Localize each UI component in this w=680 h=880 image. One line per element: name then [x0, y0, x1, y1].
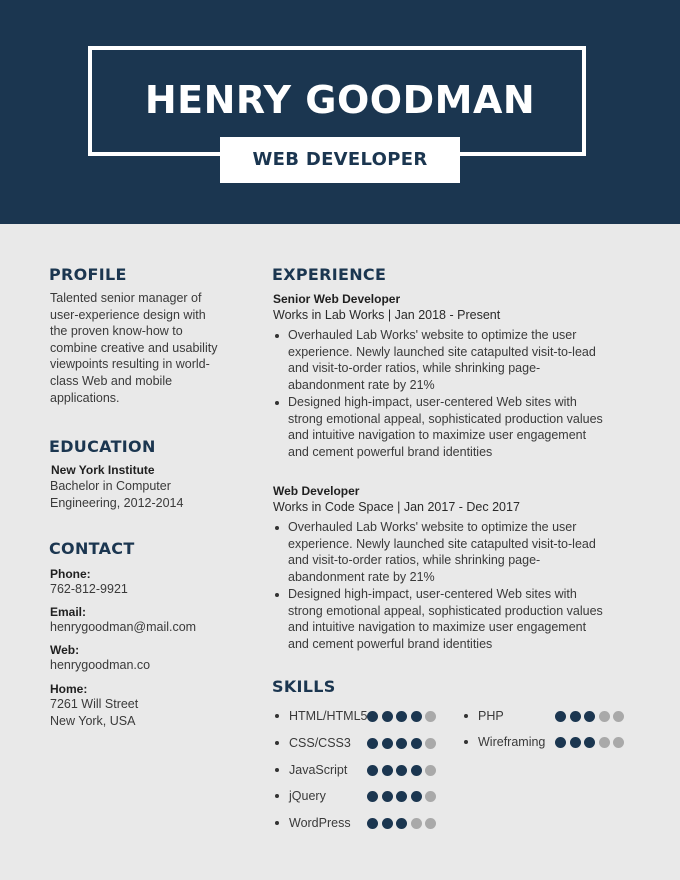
web-label: Web:	[50, 643, 80, 657]
skill-name: HTML/HTML5	[289, 709, 368, 723]
rating-dot-empty-icon	[613, 737, 624, 748]
bullet-dot-icon	[275, 768, 279, 772]
rating-dot-filled-icon	[382, 711, 393, 722]
rating-dot-filled-icon	[382, 738, 393, 749]
candidate-name: HENRY GOODMAN	[144, 78, 536, 122]
rating-dot-filled-icon	[570, 737, 581, 748]
bullet-dot-icon	[275, 714, 279, 718]
bullet-dot-icon	[464, 740, 468, 744]
skill-name: CSS/CSS3	[289, 736, 351, 750]
job-2-title: Web Developer	[273, 484, 360, 498]
web-value: henrygoodman.co	[50, 658, 151, 672]
bullet-line: abandonment rate by 21%	[288, 570, 435, 585]
bullet-line: and intuitive navigation to maximize user engagement	[288, 620, 587, 635]
bullet-line: and cement powerful brand identities	[288, 444, 493, 459]
bullet-line: and cement powerful brand identities	[288, 636, 493, 651]
rating-dot-filled-icon	[584, 711, 595, 722]
bullet-line: and visit-to-order ratios, while shrinking page-	[288, 361, 541, 376]
education-heading: EDUCATION	[49, 437, 156, 456]
profile-line: viewpoints resulting in world-	[50, 357, 210, 372]
bullet-line: strong emotional appeal, sophisticated production values	[288, 603, 603, 618]
skill-item	[273, 708, 443, 724]
rating-dot-filled-icon	[411, 738, 422, 749]
bullet-item	[273, 586, 643, 653]
skill-name: WordPress	[289, 816, 351, 830]
bullet-line: strong emotional appeal, sophisticated production values	[288, 411, 603, 426]
bullet-line: and intuitive navigation to maximize user engagement	[288, 428, 587, 443]
education-degree-line: Engineering, 2012-2014	[50, 496, 184, 510]
bullet-dot-icon	[275, 526, 279, 530]
job-2-subtitle: Works in Code Space | Jan 2017 - Dec 2017	[273, 500, 520, 514]
bullet-item	[273, 394, 643, 461]
job-1-bullets	[273, 327, 643, 461]
rating-dot-empty-icon	[613, 711, 624, 722]
bullet-line: experience. Newly launched site catapulted visit-to-lead	[288, 536, 596, 551]
rating-dot-filled-icon	[411, 791, 422, 802]
rating-dot-filled-icon	[396, 738, 407, 749]
bullet-item	[273, 519, 643, 586]
skill-rating	[367, 765, 440, 776]
bullet-line: Overhauled Lab Works' website to optimize the user	[288, 520, 577, 534]
home-address-line: 7261 Will Street	[50, 697, 139, 711]
rating-dot-filled-icon	[367, 711, 378, 722]
rating-dot-filled-icon	[584, 737, 595, 748]
rating-dot-empty-icon	[425, 738, 436, 749]
skill-item	[273, 788, 443, 804]
rating-dot-filled-icon	[367, 765, 378, 776]
skill-name: JavaScript	[289, 763, 348, 777]
phone-label: Phone:	[50, 567, 91, 581]
skill-item	[462, 708, 637, 724]
skills-heading: SKILLS	[272, 677, 336, 696]
skill-name: Wireframing	[478, 735, 546, 749]
bullet-dot-icon	[275, 593, 279, 597]
skill-item	[273, 815, 443, 831]
rating-dot-filled-icon	[396, 818, 407, 829]
bullet-dot-icon	[275, 821, 279, 825]
email-label: Email:	[50, 605, 87, 619]
rating-dot-empty-icon	[425, 791, 436, 802]
rating-dot-filled-icon	[555, 737, 566, 748]
profile-line: applications.	[50, 390, 120, 405]
bullet-dot-icon	[275, 794, 279, 798]
bullet-dot-icon	[275, 401, 279, 405]
rating-dot-filled-icon	[367, 738, 378, 749]
rating-dot-empty-icon	[599, 737, 610, 748]
rating-dot-filled-icon	[367, 818, 378, 829]
rating-dot-filled-icon	[555, 711, 566, 722]
job-2-bullets	[273, 519, 643, 653]
rating-dot-filled-icon	[382, 765, 393, 776]
rating-dot-filled-icon	[570, 711, 581, 722]
bullet-line: Overhauled Lab Works' website to optimize the user	[288, 328, 577, 342]
home-label: Home:	[50, 682, 88, 696]
skill-rating	[555, 737, 628, 748]
profile-line: class Web and mobile	[50, 373, 173, 388]
bullet-item	[273, 327, 643, 394]
profile-heading: PROFILE	[49, 265, 127, 284]
bullet-line: Designed high-impact, user-centered Web sites with	[288, 394, 577, 409]
rating-dot-filled-icon	[411, 765, 422, 776]
education-school: New York Institute	[51, 463, 155, 477]
job-1-title: Senior Web Developer	[273, 292, 401, 306]
rating-dot-filled-icon	[367, 791, 378, 802]
skill-rating	[367, 711, 440, 722]
skill-name: PHP	[478, 709, 504, 723]
profile-text	[50, 290, 240, 406]
bullet-line: and visit-to-order ratios, while shrinking page-	[288, 553, 541, 568]
skill-rating	[367, 818, 440, 829]
rating-dot-empty-icon	[425, 818, 436, 829]
skill-rating	[367, 738, 440, 749]
bullet-line: experience. Newly launched site catapulted visit-to-lead	[288, 344, 596, 359]
rating-dot-filled-icon	[382, 818, 393, 829]
profile-line: user-experience design with	[50, 307, 206, 322]
skill-item	[273, 735, 443, 751]
phone-value: 762-812-9921	[50, 582, 128, 596]
rating-dot-filled-icon	[396, 791, 407, 802]
experience-heading: EXPERIENCE	[272, 265, 387, 284]
rating-dot-empty-icon	[599, 711, 610, 722]
contact-heading: CONTACT	[49, 539, 135, 558]
bullet-line: abandonment rate by 21%	[288, 378, 435, 393]
skill-item	[273, 762, 443, 778]
bullet-dot-icon	[464, 714, 468, 718]
profile-line: Talented senior manager of	[50, 291, 202, 305]
skill-rating	[555, 711, 628, 722]
profile-line: the proven know-how to	[50, 324, 183, 339]
home-address-line: New York, USA	[50, 714, 136, 728]
skill-name: jQuery	[289, 789, 326, 803]
rating-dot-empty-icon	[425, 765, 436, 776]
rating-dot-filled-icon	[396, 765, 407, 776]
education-degree-line: Bachelor in Computer	[50, 479, 171, 493]
bullet-line: Designed high-impact, user-centered Web sites with	[288, 586, 577, 601]
rating-dot-filled-icon	[411, 711, 422, 722]
email-value: henrygoodman@mail.com	[50, 620, 197, 634]
skill-rating	[367, 791, 440, 802]
skill-item	[462, 734, 637, 750]
rating-dot-filled-icon	[382, 791, 393, 802]
job-1-subtitle: Works in Lab Works | Jan 2018 - Present	[273, 308, 501, 322]
rating-dot-filled-icon	[396, 711, 407, 722]
rating-dot-empty-icon	[411, 818, 422, 829]
profile-line: combine creative and usability	[50, 340, 218, 355]
job-title: WEB DEVELOPER	[252, 149, 428, 170]
bullet-dot-icon	[275, 741, 279, 745]
rating-dot-empty-icon	[425, 711, 436, 722]
bullet-dot-icon	[275, 334, 279, 338]
